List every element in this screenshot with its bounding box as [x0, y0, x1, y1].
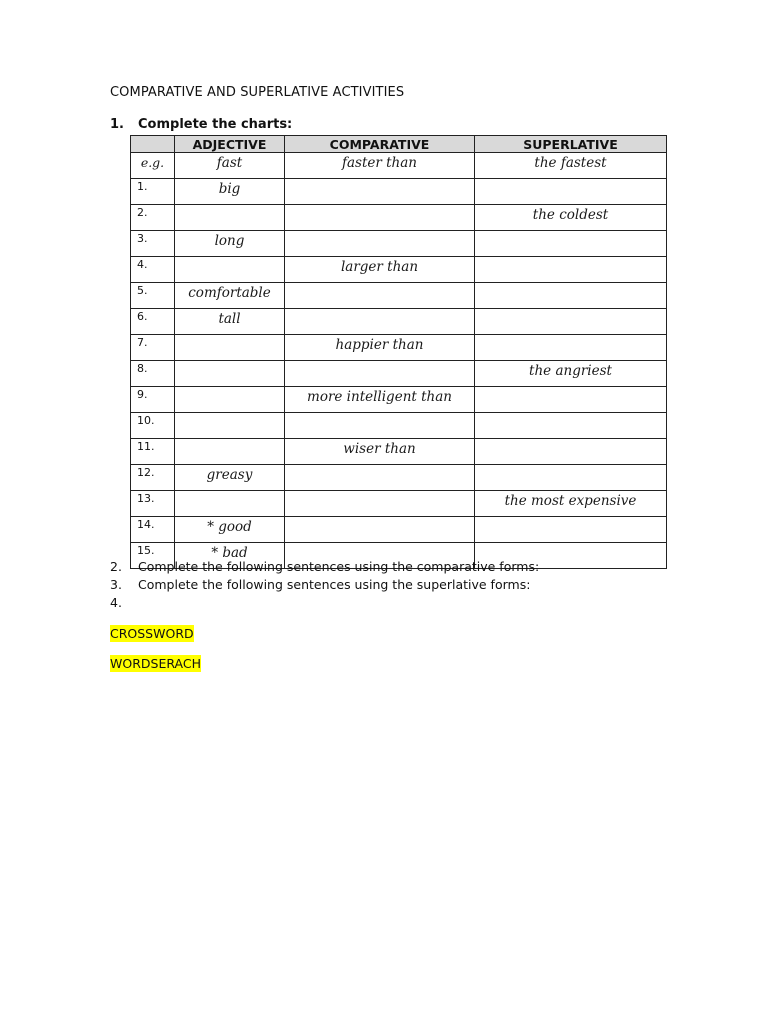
adjective-cell: long — [175, 231, 285, 257]
table-row — [131, 439, 667, 465]
row-number: 12. — [131, 465, 175, 491]
table-row — [131, 205, 667, 231]
adjective-cell: * good — [175, 517, 285, 543]
comparison-chart — [130, 135, 667, 569]
adjective-cell — [175, 387, 285, 413]
superlative-cell — [475, 517, 667, 543]
adjective-cell — [175, 361, 285, 387]
table-row — [131, 153, 667, 179]
row-number: 14. — [131, 517, 175, 543]
table-row — [131, 231, 667, 257]
comparative-cell — [285, 361, 475, 387]
superlative-cell — [475, 413, 667, 439]
header-superlative: SUPERLATIVE — [475, 136, 667, 153]
superlative-cell — [475, 335, 667, 361]
question-1-text: Complete the charts: — [138, 117, 293, 132]
row-number: 2. — [131, 205, 175, 231]
comparative-cell — [285, 309, 475, 335]
adjective-cell: greasy — [175, 465, 285, 491]
adjective-cell — [175, 491, 285, 517]
adjective-cell: fast — [175, 153, 285, 179]
list-item — [110, 594, 539, 612]
adjective-cell: tall — [175, 309, 285, 335]
table-row — [131, 465, 667, 491]
list-item-number: 3. — [110, 577, 122, 592]
row-number: 8. — [131, 361, 175, 387]
comparative-cell — [285, 491, 475, 517]
table-row — [131, 257, 667, 283]
comparative-cell — [285, 179, 475, 205]
row-number: 4. — [131, 257, 175, 283]
comparative-cell: faster than — [285, 153, 475, 179]
adjective-cell: * bad — [175, 543, 285, 569]
superlative-cell: the angriest — [475, 361, 667, 387]
list-item — [110, 576, 539, 594]
comparative-cell: happier than — [285, 335, 475, 361]
table-row — [131, 361, 667, 387]
comparative-cell — [285, 413, 475, 439]
list-item-text: Complete the following sentences using the comparative forms: — [138, 559, 540, 574]
list-item — [110, 558, 539, 576]
superlative-cell — [475, 257, 667, 283]
table-row — [131, 413, 667, 439]
instruction-list — [110, 558, 539, 612]
superlative-cell — [475, 283, 667, 309]
adjective-cell — [175, 257, 285, 283]
comparative-cell — [285, 283, 475, 309]
row-number: 9. — [131, 387, 175, 413]
list-item-number: 4. — [110, 595, 122, 610]
row-number: 1. — [131, 179, 175, 205]
adjective-cell — [175, 205, 285, 231]
superlative-cell — [475, 465, 667, 491]
superlative-cell — [475, 179, 667, 205]
table-row — [131, 387, 667, 413]
superlative-cell — [475, 231, 667, 257]
superlative-cell: the coldest — [475, 205, 667, 231]
wordsearch-heading: WORDSERACH — [110, 656, 201, 671]
row-number: e.g. — [131, 153, 175, 179]
superlative-cell: the fastest — [475, 153, 667, 179]
row-number: 3. — [131, 231, 175, 257]
chart-header-row — [131, 136, 667, 153]
table-row — [131, 517, 667, 543]
adjective-cell: comfortable — [175, 283, 285, 309]
adjective-cell — [175, 335, 285, 361]
row-number: 11. — [131, 439, 175, 465]
table-row — [131, 491, 667, 517]
row-number: 5. — [131, 283, 175, 309]
comparative-cell — [285, 517, 475, 543]
table-row — [131, 335, 667, 361]
comparative-cell: wiser than — [285, 439, 475, 465]
header-adjective: ADJECTIVE — [175, 136, 285, 153]
superlative-cell: the most expensive — [475, 491, 667, 517]
comparative-cell — [285, 465, 475, 491]
document-title: COMPARATIVE AND SUPERLATIVE ACTIVITIES — [110, 85, 405, 100]
table-row — [131, 283, 667, 309]
row-number: 6. — [131, 309, 175, 335]
superlative-cell — [475, 439, 667, 465]
question-1-number: 1. — [110, 117, 124, 132]
comparative-cell — [285, 231, 475, 257]
row-number: 13. — [131, 491, 175, 517]
row-number: 7. — [131, 335, 175, 361]
row-number: 15. — [131, 543, 175, 569]
table-row — [131, 179, 667, 205]
adjective-cell — [175, 413, 285, 439]
list-item-text: Complete the following sentences using the superlative forms: — [138, 577, 531, 592]
superlative-cell — [475, 387, 667, 413]
adjective-cell: big — [175, 179, 285, 205]
adjective-cell — [175, 439, 285, 465]
comparative-cell — [285, 205, 475, 231]
table-row — [131, 309, 667, 335]
question-1 — [110, 117, 292, 132]
header-comparative: COMPARATIVE — [285, 136, 475, 153]
superlative-cell — [475, 309, 667, 335]
crossword-heading: CROSSWORD — [110, 626, 194, 641]
list-item-number: 2. — [110, 559, 122, 574]
row-number: 10. — [131, 413, 175, 439]
header-blank — [131, 136, 175, 153]
comparative-cell: larger than — [285, 257, 475, 283]
comparative-cell: more intelligent than — [285, 387, 475, 413]
